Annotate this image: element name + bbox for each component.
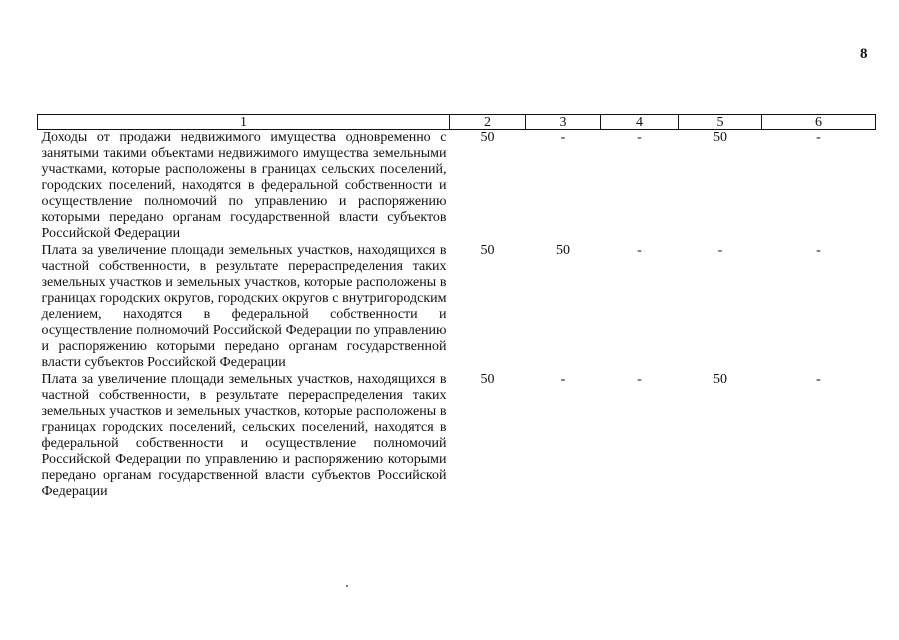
table-header-row: [38, 115, 876, 130]
row-value-col5: 50: [713, 130, 727, 145]
row-description: Плата за увеличение площади земельных участков, находящихся в частной собственности, в результате перераспределения таких земельных участков и земельных участков, которые расположены в границах городских округов, городских округов с внутригородским делением, находятся в федеральной собственности и осуществление полномочий Российской Федерации по управлению и распоряжению которыми передано органам государственной власти субъектов Российской Федерации: [41, 243, 447, 370]
row-description: Доходы от продажи недвижимого имущества одновременно с занятыми такими объектами недвижимого имущества земельными участками, которые расположены в границах сельских поселений, городских поселений, находятся в федеральной собственности и осуществление полномочий по управлению и распоряжению которыми передано органам государственной власти субъектов Российской Федерации: [41, 130, 447, 241]
row-value-col3: 50: [556, 243, 570, 258]
table-row: [38, 130, 876, 244]
revenue-distribution-table: [37, 114, 876, 501]
column-header-5: 5: [679, 115, 762, 130]
column-header-2: 2: [450, 115, 526, 130]
row-value-col6: -: [816, 372, 821, 387]
column-header-4: 4: [601, 115, 679, 130]
column-header-6: 6: [762, 115, 876, 130]
row-value-col3: -: [560, 372, 566, 387]
row-value-col5: -: [717, 243, 723, 258]
row-value-col4: -: [637, 372, 642, 387]
scan-speck: [346, 585, 348, 587]
row-value-col4: -: [637, 243, 642, 258]
row-value-col4: -: [637, 130, 642, 145]
column-header-3: 3: [526, 115, 601, 130]
row-description: Плата за увеличение площади земельных участков, находящихся в частной собственности, в результате перераспределения таких земельных участков и земельных участков, которые расположены в границах городских поселений, сельских поселений, находятся в федеральной собственности и осуществление полномочий Российской Федерации по управлению и распоряжению которыми передано органам государственной власти субъектов Российской Федерации: [41, 372, 447, 499]
page-number: 8: [860, 46, 868, 62]
row-value-col2: 50: [480, 372, 495, 387]
row-value-col3: -: [560, 130, 566, 145]
row-value-col6: -: [816, 243, 821, 258]
column-header-1: 1: [38, 115, 450, 130]
table-row: [38, 372, 876, 501]
row-value-col6: -: [816, 130, 821, 145]
row-value-col5: 50: [713, 372, 727, 387]
row-value-col2: 50: [480, 243, 495, 258]
row-value-col2: 50: [480, 130, 495, 145]
table-row: [38, 243, 876, 372]
